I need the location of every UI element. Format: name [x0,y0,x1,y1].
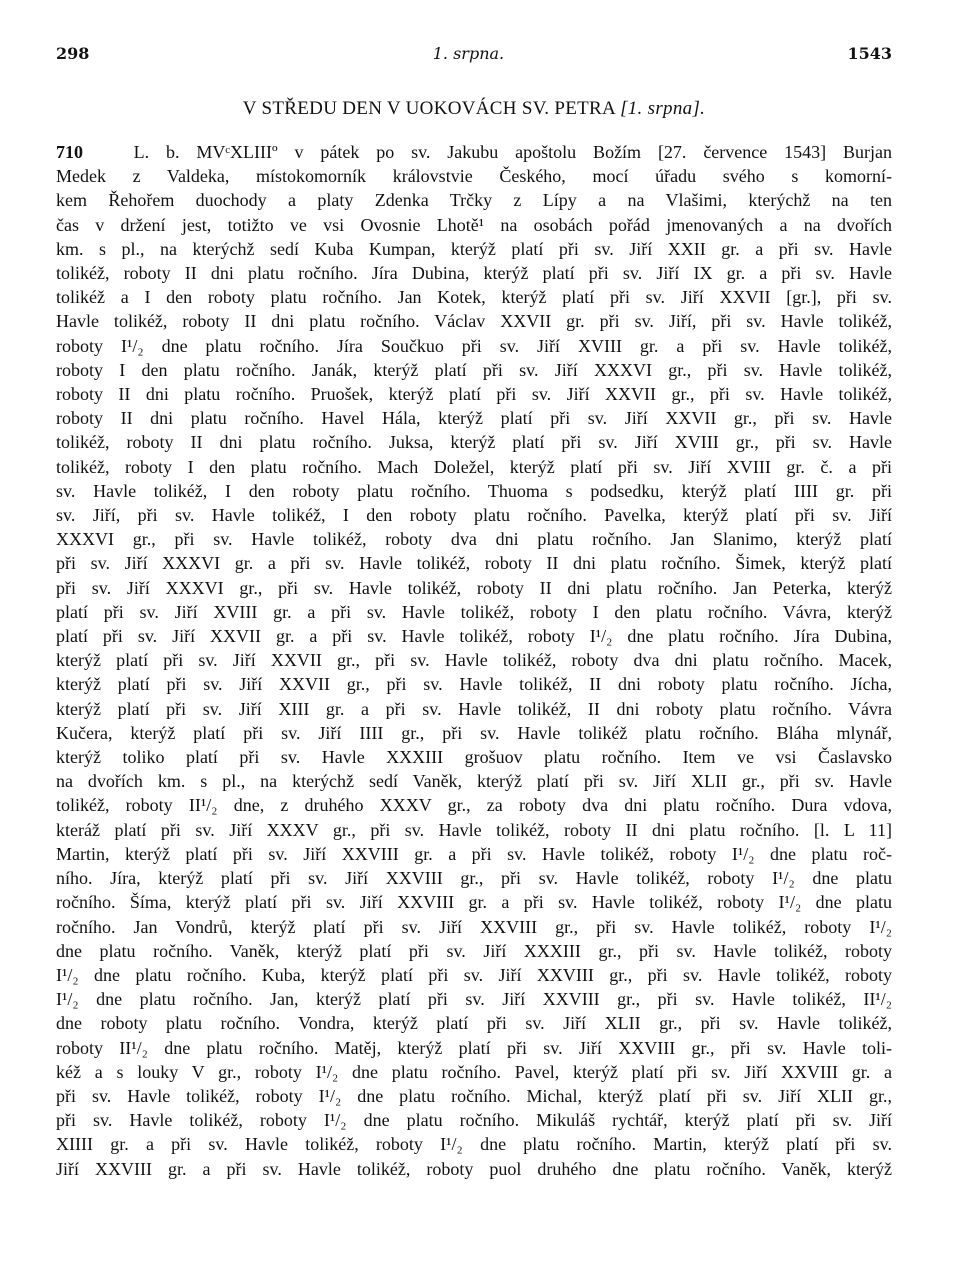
text-line: Kučera, kterýž platí při sv. Jiří IIII gr., při sv. Havle tolikéž platu ročního. Bláha mlynář, [56,722,892,743]
text-line: roboty II dni platu ročního. Havel Hála, kterýž platí při sv. Jiří XXVII gr., při sv. Havle [56,408,892,429]
text-line-content: L. b. MVᶜXLIIIº v pátek po sv. Jakubu apoštolu Božím [27. července 1543] Burjan [133,142,893,162]
text-line: tolikéž, roboty I den platu ročního. Mach Doležel, kterýž platí při sv. Jiří XVIII gr. č. a při [56,456,892,477]
section-title [56,98,892,120]
text-line: při sv. Jiří XXXVI gr., při sv. Havle tolikéž, roboty II dni platu ročního. Jan Peterka, kterýž [56,577,892,598]
text-line: kem Řehořem duochody a platy Zdenka Trčky z Lípy a na Vlašimi, kterýchž na ten [56,190,892,211]
year: 1543 [847,44,892,63]
text-line: I¹/₂ dne platu ročního. Jan, kterýž platí při sv. Jiří XXVIII gr., při sv. Havle tolikéž, II¹/₂ [56,989,892,1010]
text-line: sv. Jiří, při sv. Havle tolikéž, I den roboty platu ročního. Pavelka, kterýž platí při sv. Jiří [56,505,892,526]
running-head [56,44,892,70]
text-line: kterýž platí při sv. Jiří XXVII gr., při sv. Havle tolikéž, II dni roboty platu ročního. Jícha, [56,674,892,695]
text-line [56,140,892,164]
text-line: roboty I den platu ročního. Janák, kterýž platí při sv. Jiří XXXVI gr., při sv. Havle tolikéž, [56,359,892,380]
text-line: Havle tolikéž, roboty II dni platu ročního. Václav XXVII gr. při sv. Jiří, při sv. Havle tolikéž, [56,311,892,332]
text-line: roboty I¹/₂ dne platu ročního. Jíra Součkuo při sv. Jiří XVIII gr. a při sv. Havle tolikéž, [56,335,892,356]
running-title: 1. srpna. [432,44,505,63]
text-line: Martin, kterýž platí při sv. Jiří XXVIII gr. a při sv. Havle tolikéž, roboty I¹/₂ dne platu roč- [56,843,892,864]
text-line: platí při sv. Jiří XXVII gr. a při sv. Havle tolikéž, roboty I¹/₂ dne platu ročního. Jíra Dubina, [56,626,892,647]
text-line: čas v držení jest, totižto ve vsi Ovosnie Lhotě¹ na osobách pořád jmenovaných a na dvořích [56,214,892,235]
page-number: 298 [56,44,90,63]
text-line: kterýž platí při sv. Jiří XXVII gr., při sv. Havle tolikéž, roboty dva dni platu ročního. Macek, [56,650,892,671]
text-line: ního. Jíra, kterýž platí při sv. Jiří XXVIII gr., při sv. Havle tolikéž, roboty I¹/₂ dne platu [56,868,892,889]
text-line: při sv. Jiří XXXVI gr. a při sv. Havle tolikéž, roboty II dni platu ročního. Šimek, kterýž platí [56,553,892,574]
entry-text [56,140,892,1181]
text-line: tolikéž, roboty II¹/₂ dne, z druhého XXXV gr., za roboty dva dni platu ročního. Dura vdova, [56,795,892,816]
text-line: XIIII gr. a při sv. Havle tolikéž, roboty I¹/₂ dne platu ročního. Martin, kterýž platí při sv. [56,1134,892,1155]
text-line: platí při sv. Jiří XVIII gr. a při sv. Havle tolikéž, roboty I den platu ročního. Vávra, kterýž [56,601,892,622]
text-line: kteráž platí při sv. Jiří XXXV gr., při sv. Havle tolikéž, roboty II dni platu ročního. [l. L 11] [56,819,892,840]
text-line: dne platu ročního. Vaněk, kterýž platí při sv. Jiří XXXIII gr., při sv. Havle tolikéž, roboty [56,940,892,961]
text-line: tolikéž a I den roboty platu ročního. Jan Kotek, kterýž platí při sv. Jiří XXVII [gr.], při sv. [56,287,892,308]
text-line: ročního. Šíma, kterýž platí při sv. Jiří XXVIII gr. a při sv. Havle tolikéž, roboty I¹/₂ dne platu [56,892,892,913]
text-line: XXXVI gr., při sv. Havle tolikéž, roboty dva dni platu ročního. Jan Slanimo, kterýž platí [56,529,892,550]
text-line: sv. Havle tolikéž, I den roboty platu ročního. Thuoma s podsedku, kterýž platí IIII gr. při [56,480,892,501]
text-line: ročního. Jan Vondrů, kterýž platí při sv. Jiří XXVIII gr., při sv. Havle tolikéž, roboty I¹/₂ [56,916,892,937]
text-line: roboty II dni platu ročního. Pruošek, kterýž platí při sv. Jiří XXVII gr., při sv. Havle tolikéž, [56,384,892,405]
text-line: tolikéž, roboty II dni platu ročního. Juksa, kterýž platí při sv. Jiří XVIII gr., při sv. Havle [56,432,892,453]
text-line: Jiří XXVIII gr. a při sv. Havle tolikéž, roboty puol druhého dne platu ročního. Vaněk, kterýž [56,1158,892,1179]
entry-number: 710 [56,142,83,162]
text-line: při sv. Havle tolikéž, roboty I¹/₂ dne platu ročního. Mikuláš rychtář, kterýž platí při sv. Jiří [56,1110,892,1131]
text-line: dne roboty platu ročního. Vondra, kterýž platí při sv. Jiří XLII gr., při sv. Havle tolikéž, [56,1013,892,1034]
text-line: roboty II¹/₂ dne platu ročního. Matěj, kterýž platí při sv. Jiří XXVIII gr., při sv. Havle toli- [56,1037,892,1058]
text-line: kéž a s louky V gr., roboty I¹/₂ dne platu ročního. Pavel, kterýž platí při sv. Jiří XXVIII gr. a [56,1061,892,1082]
text-line: kterýž toliko platí při sv. Havle XXXIII grošuov platu ročního. Item ve vsi Časlavsko [56,747,892,768]
section-title-date: [1. srpna]. [620,98,706,119]
text-line: kterýž platí při sv. Jiří XIII gr. a při sv. Havle tolikéž, II dni roboty platu ročního. Vávra [56,698,892,719]
text-line: km. s pl., na kterýchž sedí Kuba Kumpan, kterýž platí při sv. Jiří XXII gr. a při sv. Havle [56,238,892,259]
text-line: Medek z Valdeka, místokomorník královstvie Českého, mocí úřadu svého s komorní- [56,166,892,187]
text-line: na dvořích km. s pl., na kterýchž sedí Vaněk, kterýž platí při sv. Jiří XLII gr., při sv. Havle [56,771,892,792]
text-line: tolikéž, roboty II dni platu ročního. Jíra Dubina, kterýž platí při sv. Jiří IX gr. a při sv. Havle [56,263,892,284]
text-line: I¹/₂ dne platu ročního. Kuba, kterýž platí při sv. Jiří XXVIII gr., při sv. Havle tolikéž, roboty [56,964,892,985]
section-title-main: V STŘEDU DEN V UOKOVÁCH SV. PETRA [242,98,615,119]
text-line: při sv. Havle tolikéž, roboty I¹/₂ dne platu ročního. Michal, kterýž platí při sv. Jiří XLII gr., [56,1085,892,1106]
